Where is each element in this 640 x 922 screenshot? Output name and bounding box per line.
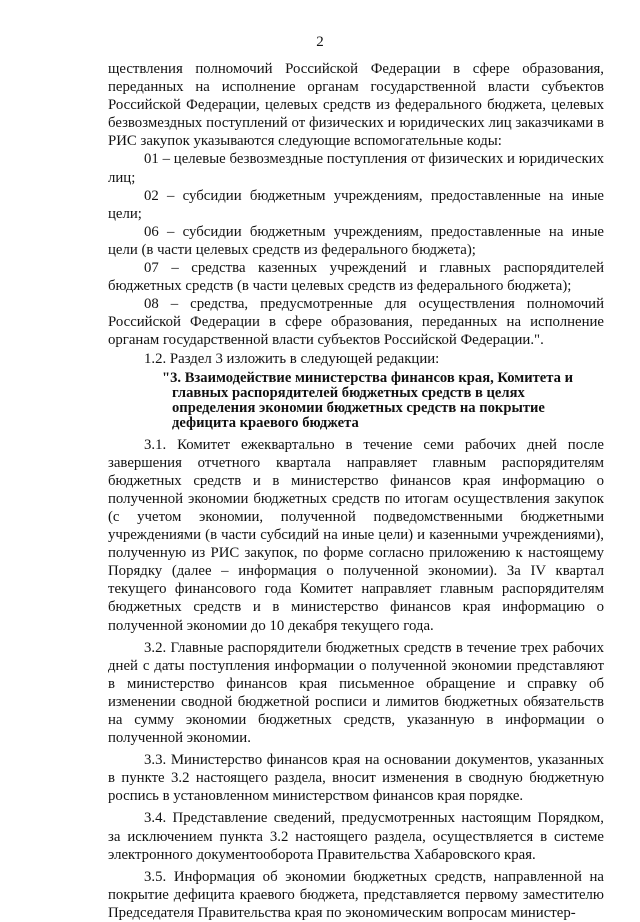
paragraph-3-4: 3.4. Представление сведений, предусмотренных настоящим Порядком, за исключением пункта 3.2 настоящего раздела, осуществляется в системе электронного документооборота Правительства Хабаровского края. [108, 810, 604, 863]
paragraph-code-08: 08 – средства, предусмотренные для осуществления полномочий Российской Федерации в сфере образования, переданных на исполнение органам государственной власти субъектов Российской Федерации.". [108, 296, 604, 349]
paragraph-1-2: 1.2. Раздел 3 изложить в следующей редакции: [144, 350, 440, 367]
paragraph-3-5: 3.5. Информация об экономии бюджетных средств, направленной на покрытие дефицита краевого бюджета, представляется первому заместителю Председателя Правительства края по экономическим вопросам министер- [108, 868, 604, 921]
paragraph-3-3: 3.3. Министерство финансов края на основании документов, указанных в пункте 3.2 настоящего раздела, вносит изменения в сводную бюджетную роспись в установленном министерством финансов края порядке. [108, 752, 604, 805]
paragraph-code-07: 07 – средства казенных учреждений и главных распорядителей бюджетных средств (в части целевых средств из федерального бюджета); [108, 260, 604, 295]
paragraph-code-02: 02 – субсидии бюджетным учреждениям, предоставленные на иные цели; [108, 187, 604, 222]
paragraph-code-01: 01 – целевые безвозмездные поступления от физических и юридических лиц; [108, 151, 604, 186]
paragraph-code-06: 06 – субсидии бюджетным учреждениям, предоставленные на иные цели (в части целевых средств из федерального бюджета); [108, 223, 604, 258]
paragraph-3-1: 3.1. Комитет ежеквартально в течение семи рабочих дней после завершения отчетного квартала направляет главным распорядителям бюджетных средств и в министерство финансов края информацию о полученной экономии бюджетных средств по итогам осуществления закупок (с учетом экономии, полученной подведомственными бюджетными учреждениями (в части субсидий на иные цели) и казенными учреждениями), полученную из РИС закупок, по форме согласно приложению к настоящему Порядку (далее – информация о полученной экономии). За IV квартал текущего финансового года Комитет направляет главным распорядителям бюджетных средств и в министерство финансов края информацию о полученной экономии до 10 декабря текущего года. [108, 436, 604, 634]
page-number: 2 [316, 34, 324, 50]
paragraph-3-2: 3.2. Главные распорядители бюджетных средств в течение трех рабочих дней с даты поступления информации о полученной экономии представляют в министерство финансов края письменное обращение и справку об изменении сводной бюджетной росписи и лимитов бюджетных обязательств на сумму экономии бюджетных средств, указанную в информации о полученной экономии. [108, 639, 604, 747]
section-heading: "3. Взаимодействие министерства финансов края, Комитета и главных распорядителей бюджетных средств в целях определения экономии бюджетных средств на покрытие дефицита краевого бюджета [162, 369, 573, 431]
document-body [108, 60, 604, 922]
paragraph-continuation: ществления полномочий Российской Федерации в сфере образования, переданных на исполнение органам государственной власти субъектов Российской Федерации, целевых средств из федерального бюджета, целевых безвозмездных поступлений от физических и юридических лиц заказчиками в РИС закупок указываются следующие вспомогательные коды: [108, 61, 604, 150]
